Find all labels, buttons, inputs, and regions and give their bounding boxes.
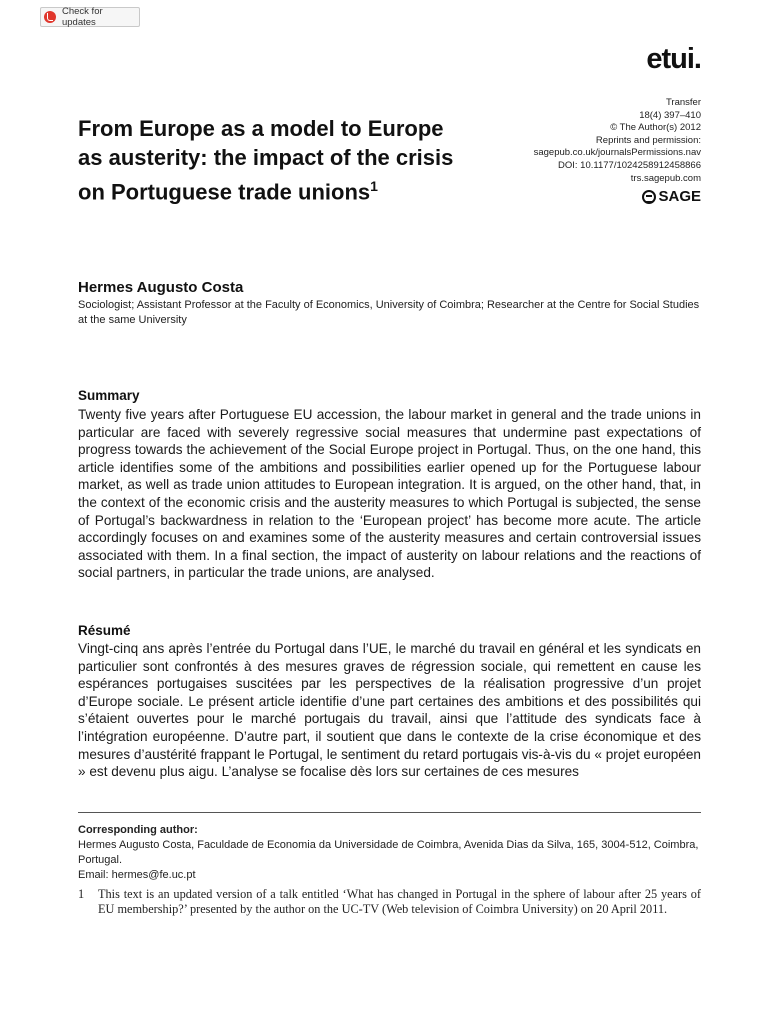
doi: DOI: 10.1177/1024258912458866 xyxy=(558,159,701,171)
corresponding-email[interactable]: Email: hermes@fe.uc.pt xyxy=(78,869,196,881)
author-affiliation: Sociologist; Assistant Professor at the Faculty of Economics, University of Coimbra; Researcher at the Centre for Social Studies at the same University xyxy=(78,299,700,326)
resume-text: Vingt-cinq ans après l’entrée du Portugal dans l’UE, le marché du travail en général et les syndicats en particulier sont confrontés à des mesures graves de régression sociale, qui remettent en cause les espérances portugaises suscitées par les perspectives de la réalisation progressive d’un projet d’Europe sociale. Le présent article identifie d’une part certaines des ambitions et des possibilités qui s’étaient ouvertes pour le marché portugais du travail, ainsi que l’attitude des syndicats face à l’intégration européenne. D’autre part, il soutient que dans le contexte de la crise économique et des mesures d’austérité frappant le Portugal, le sentiment du retard portugais vis-à-vis du « projet européen » est devenu plus aigu. L’analyse se focalise dès lors sur certaines de ces mesures xyxy=(78,641,701,780)
footnote-number: 1 xyxy=(78,887,85,901)
corresponding-label: Corresponding author: xyxy=(78,824,198,836)
footnote-divider xyxy=(78,812,701,813)
reprints-label: Reprints and permission: xyxy=(595,134,701,146)
journal-volume: 18(4) 397–410 xyxy=(639,109,701,121)
journal-site-link[interactable]: trs.sagepub.com xyxy=(630,172,701,184)
article-title-text: From Europe as a model to Europe as austerity: the impact of the crisis on Portuguese trade unions xyxy=(78,116,454,205)
summary-heading: Summary xyxy=(78,388,140,403)
corresponding-address: Hermes Augusto Costa, Faculdade de Economia da Universidade de Coimbra, Avenida Dias da Silva, 165, 3004-512, Coimbra, Portugal. xyxy=(78,839,699,866)
check-for-updates-label: Check for updates xyxy=(61,6,103,28)
copyright: © The Author(s) 2012 xyxy=(610,122,701,134)
update-badge-icon xyxy=(44,11,56,23)
corresponding-author xyxy=(78,823,701,883)
summary-text: Twenty five years after Portuguese EU accession, the labour market in general and the trade unions in particular are faced with severely regressive social measures that undermine past expectations of progress towards the achievement of the Social Europe project in Portugal. Thus, on the one hand, this article identifies some of the ambitions and possibilities earlier opened up for the Portuguese labour market, as well as trade union attitudes to European integration. It is argued, on the other hand, that, in the context of the economic crisis and the austerity measures to which Portugal is subjected, the sense of Portugal’s backwardness in relation to the ‘European project’ has become more acute. The article accordingly focuses on and examines some of the austerity measures and certain controversial issues associated with them. In a final section, the impact of austerity on labour relations and the reactions of social partners, in particular the trade unions, are analysed. xyxy=(78,407,701,581)
sage-logo-text: SAGE xyxy=(658,188,701,205)
sage-logo xyxy=(642,188,701,205)
journal-name: Transfer xyxy=(665,97,701,108)
etui-logo: etui. xyxy=(646,43,701,75)
footnote xyxy=(78,887,701,917)
resume-heading: Résumé xyxy=(78,623,131,638)
author-name: Hermes Augusto Costa xyxy=(78,279,244,296)
journal-meta xyxy=(534,97,701,185)
title-footnote-marker: 1 xyxy=(370,178,378,194)
check-for-updates-button[interactable] xyxy=(40,7,140,27)
article-title xyxy=(78,114,458,206)
reprints-link[interactable]: sagepub.co.uk/journalsPermissions.nav xyxy=(533,147,701,159)
footnote-text: This text is an updated version of a talk entitled ‘What has changed in Portugal in the sphere of labour after 25 years of EU membership?’ presented by the author on the UC-TV (Web television of Coimbra University) on 20 April 2011. xyxy=(98,887,701,916)
sage-mark-icon xyxy=(642,190,656,204)
